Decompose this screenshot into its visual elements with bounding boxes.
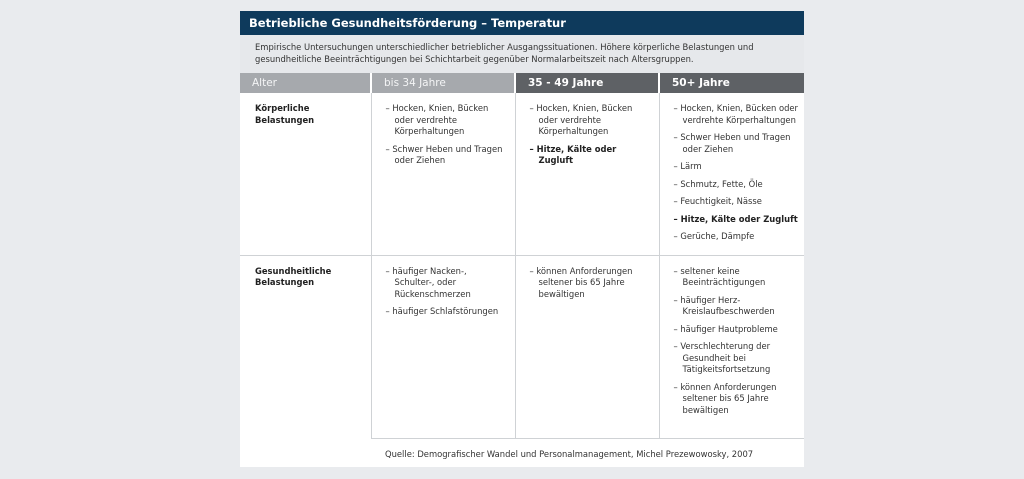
header-col-50-plus: 50+ Jahre	[659, 73, 804, 93]
cell-list	[371, 255, 515, 438]
cell-list	[371, 93, 515, 255]
list-item: – können Anforderungen seltener bis 65 Jahre bewältigen	[530, 266, 653, 301]
list-item: – können Anforderungen seltener bis 65 Jahre bewältigen	[674, 382, 799, 417]
cell-list	[515, 255, 659, 438]
age-group-table	[240, 73, 804, 469]
list-item: – häufiger Nacken-, Schulter-, oder Rückenschmerzen	[386, 266, 509, 301]
row-label-koerperlich: Körperliche Belastungen	[240, 93, 371, 255]
table-row	[240, 255, 804, 438]
header-col-35-49: 35 - 49 Jahre	[515, 73, 659, 93]
list-item: – häufiger Hautprobleme	[674, 324, 799, 336]
list-item: – Verschlechterung der Gesundheit bei Tätigkeitsfortsetzung	[674, 341, 799, 376]
table-title: Betriebliche Gesundheitsförderung – Temperatur	[240, 11, 804, 35]
list-item: – Gerüche, Dämpfe	[674, 231, 799, 243]
table-card	[240, 11, 804, 467]
source-spacer	[240, 438, 371, 469]
list-item: – Hocken, Knien, Bücken oder verdrehte Körperhaltungen	[386, 103, 509, 138]
header-row	[240, 73, 804, 93]
list-item: – Lärm	[674, 161, 799, 173]
header-col-under-34: bis 34 Jahre	[371, 73, 515, 93]
header-age-label: Alter	[240, 73, 371, 93]
cell-list	[659, 255, 804, 438]
list-item: – Schwer Heben und Tragen oder Ziehen	[386, 144, 509, 167]
list-item: – Schwer Heben und Tragen oder Ziehen	[674, 132, 799, 155]
list-item: – Schmutz, Fette, Öle	[674, 179, 799, 191]
list-item: – Hitze, Kälte oder Zugluft	[530, 144, 653, 167]
cell-list	[659, 93, 804, 255]
intro-text: Empirische Untersuchungen unterschiedlicher betrieblicher Ausgangssituationen. Höhere körperliche Belastungen und gesundheitliche Beeinträchtigungen bei Schichtarbeit gegenüber Normalarbeitszeit nach Altersgruppen.	[240, 35, 804, 73]
cell-list	[515, 93, 659, 255]
list-item: – Hocken, Knien, Bücken oder verdrehte Körperhaltungen	[530, 103, 653, 138]
list-item: – Feuchtigkeit, Nässe	[674, 196, 799, 208]
list-item: – häufiger Herz-Kreislaufbeschwerden	[674, 295, 799, 318]
source-row	[240, 438, 804, 469]
table-row	[240, 93, 804, 255]
row-label-gesundheitlich: Gesundheitliche Belastungen	[255, 265, 332, 287]
list-item: – Hitze, Kälte oder Zugluft	[674, 214, 799, 226]
list-item: – häufiger Schlafstörungen	[386, 306, 509, 318]
source-text: Quelle: Demografischer Wandel und Personalmanagement, Michel Prezewowosky, 2007	[371, 438, 804, 469]
list-item: – seltener keine Beeinträchtigungen	[674, 266, 799, 289]
list-item: – Hocken, Knien, Bücken oder verdrehte Körperhaltungen	[674, 103, 799, 126]
